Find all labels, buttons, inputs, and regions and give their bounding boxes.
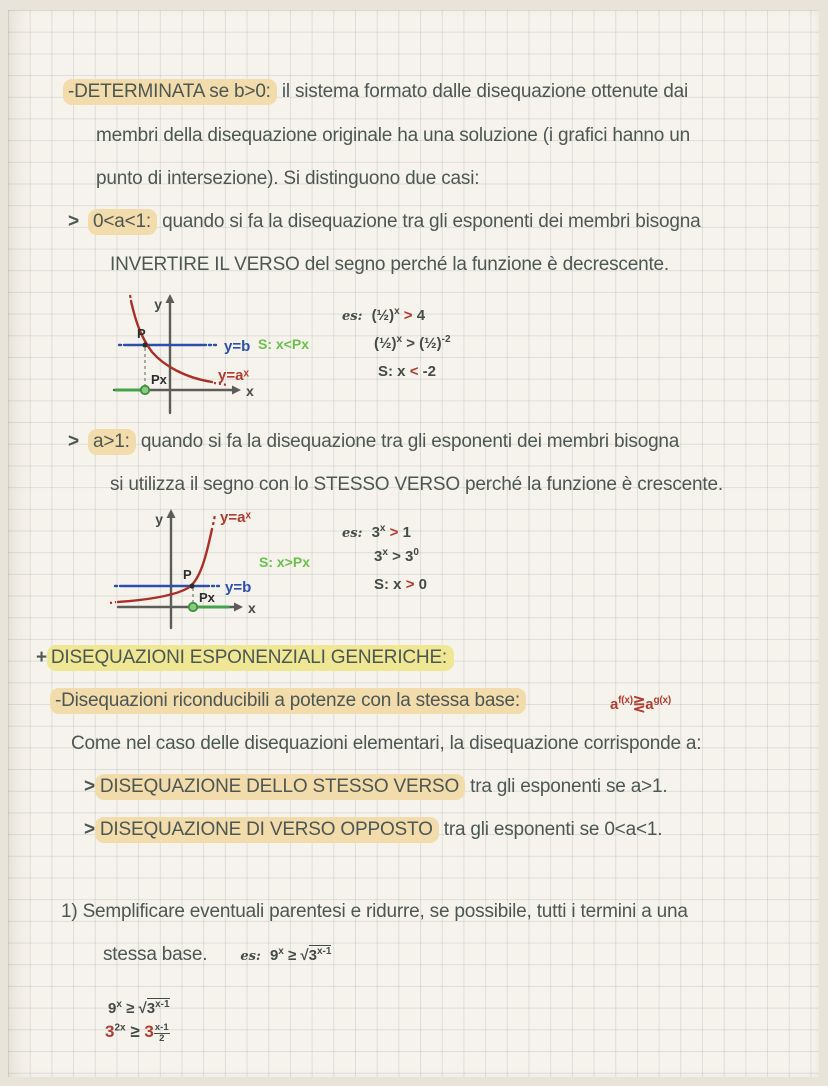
curve-left-dash (110, 602, 116, 603)
ex2-r2-base: 3 (374, 548, 383, 565)
ex2-r1-base: 3 (371, 524, 380, 541)
example1-row3 (378, 358, 436, 386)
ex2-r2-sup: x (382, 547, 388, 558)
graph-increasing-exponential (106, 504, 356, 639)
work1-radicand (147, 998, 170, 1017)
ex1-r1-sup: x (394, 306, 400, 317)
work-row1 (108, 1000, 170, 1017)
generiche-marker: + (36, 647, 47, 668)
point-px-dot (189, 603, 197, 611)
step1-ex-radicand (309, 945, 332, 964)
caso1-line1 (68, 211, 700, 233)
rule1-highlight: DISEQUAZIONE DELLO STESSO VERSO (95, 774, 465, 800)
formula-op: ⋛ (632, 696, 646, 713)
curve-top-dash (130, 295, 131, 300)
sqrt-symbol: √ (138, 1000, 147, 1017)
step1-ex-sup: x (278, 946, 284, 957)
ex1-r3-val: -2 (422, 363, 436, 380)
g1-x-axis-label: x (246, 383, 254, 399)
caso2-marker: > (68, 431, 79, 452)
rule1-marker: > (84, 776, 95, 797)
work1-op: ≥ (126, 1000, 135, 1017)
ex2-r3-val: 0 (418, 576, 427, 593)
example2-row2 (374, 548, 419, 565)
ex2-r1-sup: x (379, 523, 386, 534)
point-p (142, 342, 147, 347)
work2-base1: 3 (105, 1022, 115, 1041)
ex1-r1-op: > (403, 307, 413, 324)
graph-decreasing-exponential (100, 291, 350, 426)
generiche-heading: DISEQUAZIONI ESPONENZIALI GENERICHE: (47, 645, 454, 671)
g1-px-label: Px (151, 372, 167, 387)
example2-prefix: es: (342, 526, 363, 541)
step1-ex-op: ≥ (288, 947, 297, 964)
determinata-heading: -DETERMINATA se b>0: (63, 79, 277, 105)
work1-rad-sup: x-1 (155, 999, 170, 1010)
caso2-line1-rest: quando si fa la disequazione tra gli esponenti dei membri bisogna (140, 431, 680, 452)
ex1-r3-pre: S: x (378, 363, 406, 380)
work2-base2: 3 (144, 1022, 154, 1041)
exponential-decreasing-curve (131, 301, 212, 382)
g2-x-axis-label: x (248, 600, 256, 616)
ex2-r3-pre: S: x (374, 576, 402, 593)
g1-curve-label: y=aˣ (218, 367, 249, 384)
axes (114, 299, 234, 413)
work1-sup: x (116, 999, 122, 1010)
work2-frac-num: x-1 (154, 1022, 169, 1034)
ex2-r2-base2: 3 (405, 548, 414, 565)
step1-example (240, 947, 331, 964)
sqrt-symbol: √ (300, 947, 309, 964)
formula-sup2: g(x) (653, 695, 671, 706)
step1-line2-text: stessa base. (103, 944, 208, 965)
step1-ex-base: 9 (269, 947, 279, 964)
axes (118, 514, 236, 628)
work2-fraction-exponent (154, 1023, 170, 1044)
generic-formula (610, 695, 671, 713)
caso2-line1 (68, 431, 679, 453)
curve-top-dash (213, 515, 215, 525)
ex2-r2-sup2: 0 (413, 547, 419, 558)
caso1-line2: INVERTIRE IL VERSO del segno perché la funzione è decrescente. (110, 254, 669, 275)
ex1-r2-sup2: -2 (441, 334, 451, 345)
ex1-r2-sup: x (396, 334, 403, 345)
caso2-line2: si utilizza il segno con lo STESSO VERSO perché la funzione è crescente. (110, 474, 723, 495)
step1-line2 (103, 944, 331, 966)
g2-line-label: y=b (225, 579, 252, 596)
rule2-rest: tra gli esponenti se 0<a<1. (443, 819, 663, 840)
rule2-marker: > (84, 819, 95, 840)
generiche-heading-line (36, 647, 454, 669)
ex1-r1-rhs: 4 (416, 307, 426, 324)
g1-p-label: P (137, 326, 146, 341)
ex1-r2-base2: (½) (419, 335, 442, 352)
rule1-rest: tra gli esponenti se a>1. (470, 776, 668, 797)
rule2-highlight: DISEQUAZIONE DI VERSO OPPOSTO (95, 817, 439, 843)
formula-base1: a (610, 696, 619, 713)
exponential-increasing-curve (118, 529, 212, 602)
ex2-r2-op: > (392, 548, 401, 565)
g1-line-label: y=b (224, 338, 251, 355)
rule2-line (84, 819, 662, 841)
work2-sup1: 2x (114, 1022, 126, 1034)
ex1-r1-base: (½) (371, 307, 395, 324)
caso1-heading: 0<a<1: (88, 209, 157, 235)
step1-ex-rad-sup: x-1 (317, 946, 332, 957)
work2-frac-den: 2 (159, 1033, 165, 1045)
determinata-line2: membri della disequazione originale ha una soluzione (i grafici hanno un (96, 125, 690, 146)
step1-line1: 1) Semplificare eventuali parentesi e ridurre, se possibile, tutti i termini a una (61, 901, 688, 922)
work1-rad-base: 3 (146, 1000, 156, 1017)
rule1-line (84, 776, 667, 798)
work2-op: ≥ (130, 1022, 140, 1041)
determinata-line1 (63, 81, 688, 103)
g2-curve-label: y=aˣ (220, 509, 251, 526)
determinata-line3: punto di intersezione). Si distinguono due casi: (96, 168, 480, 189)
formula-base2: a (645, 696, 654, 713)
point-p (189, 583, 194, 588)
determinata-line1-rest: il sistema formato dalle disequazione ottenute dai (281, 81, 688, 102)
formula-sup1: f(x) (618, 695, 633, 706)
step1-ex-prefix: es: (240, 949, 261, 964)
caso1-marker: > (68, 211, 79, 232)
caso2-heading: a>1: (88, 429, 136, 455)
point-px-dot (141, 386, 149, 394)
work1-base: 9 (108, 1000, 117, 1017)
example1-prefix: es: (342, 309, 363, 324)
g2-p-label: P (183, 567, 192, 582)
example2-row3 (374, 576, 427, 593)
ex1-r3-op: < (409, 363, 419, 380)
ex2-r3-op: > (405, 576, 415, 593)
g2-px-label: Px (199, 590, 215, 605)
generiche-subheading: -Disequazioni riconducibili a potenze con la stessa base: (50, 688, 526, 714)
ex1-r2-base: (½) (374, 335, 397, 352)
example1-row1 (342, 302, 425, 331)
g1-solution-label: S: x<Px (258, 336, 309, 352)
example1-row2 (374, 330, 451, 358)
ex2-r1-rhs: 1 (402, 524, 411, 541)
generiche-line2: Come nel caso delle disequazioni elementari, la disequazione corrisponde a: (71, 733, 702, 754)
grid-paper (8, 10, 819, 1077)
caso1-line1-rest: quando si fa la disequazione tra gli esponenti dei membri bisogna (162, 211, 701, 232)
ex2-r1-op: > (389, 524, 399, 541)
generiche-subheading-line (50, 690, 526, 712)
example2-row1 (342, 518, 411, 549)
g2-y-axis-label: y (155, 511, 163, 527)
ex1-r2-op: > (406, 335, 415, 352)
g2-solution-label: S: x>Px (259, 554, 310, 570)
step1-ex-rad-base: 3 (308, 947, 317, 964)
g1-y-axis-label: y (154, 296, 162, 312)
work-row2 (105, 1022, 170, 1044)
